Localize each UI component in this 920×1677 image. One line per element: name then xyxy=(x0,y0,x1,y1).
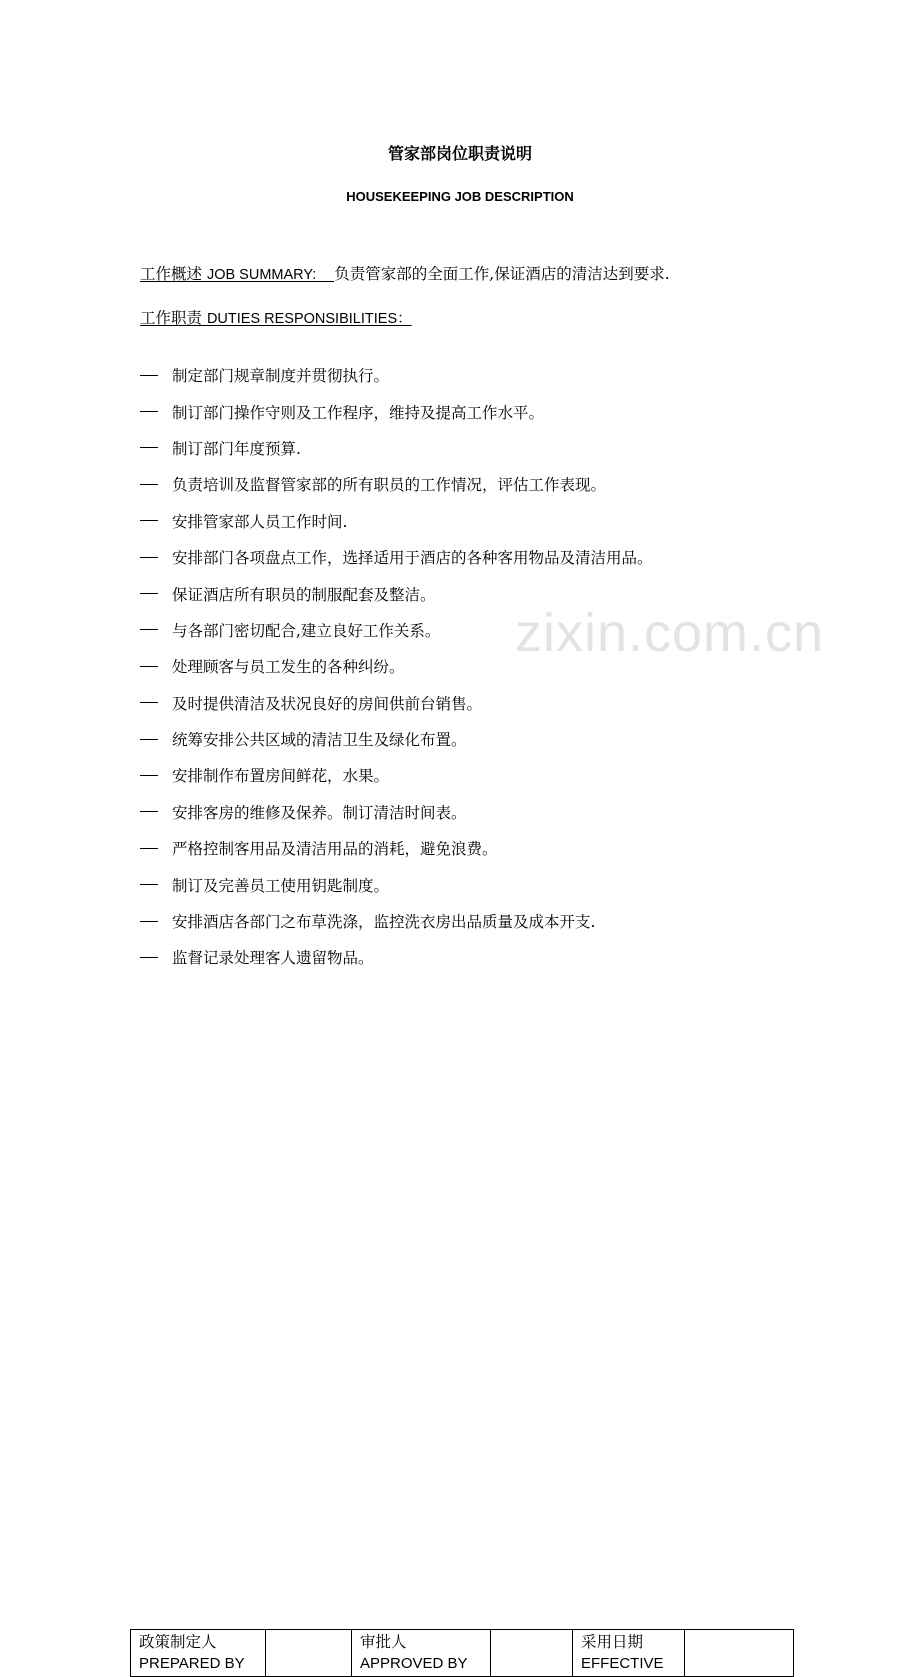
job-summary-text: 负责管家部的全面工作,保证酒店的清洁达到要求. xyxy=(334,265,670,283)
effective-value-cell xyxy=(685,1629,794,1676)
duty-item xyxy=(140,685,920,721)
prepared-by-label-cell xyxy=(131,1629,266,1676)
page-title-english: HOUSEKEEPING JOB DESCRIPTION xyxy=(346,189,574,204)
duty-item xyxy=(140,757,920,793)
approved-by-label-cell xyxy=(352,1629,491,1676)
effective-label-cn: 采用日期 xyxy=(581,1632,644,1651)
watermark: zixin.com.cn xyxy=(515,603,825,663)
duty-text: 监督记录处理客人遗留物品。 xyxy=(172,949,374,968)
duty-text: 制订及完善员工使用钥匙制度。 xyxy=(172,876,390,895)
duty-item xyxy=(140,648,920,684)
dash-bullet xyxy=(140,775,158,776)
effective-label-cell xyxy=(573,1629,685,1676)
effective-label-en: EFFECTIVE xyxy=(581,1654,664,1672)
job-summary-label-cn: 工作概述 xyxy=(140,265,203,283)
duty-text: 制定部门规章制度并贯彻执行。 xyxy=(172,367,390,386)
dash-bullet xyxy=(140,666,158,667)
duty-text: 统筹安排公共区域的清洁卫生及绿化布置。 xyxy=(172,731,467,750)
duty-text: 严格控制客用品及清洁用品的消耗，避免浪费。 xyxy=(172,840,498,859)
duty-text: 及时提供清洁及状况良好的房间供前台销售。 xyxy=(172,694,483,713)
duty-text: 负责培训及监督管家部的所有职员的工作情况，评估工作表现。 xyxy=(172,476,607,495)
duty-text: 制订部门操作守则及工作程序，维持及提高工作水平。 xyxy=(172,403,545,422)
dash-bullet xyxy=(140,848,158,849)
dash-bullet xyxy=(140,884,158,885)
duty-item xyxy=(140,794,920,830)
duties-label-en: DUTIES RESPONSIBILITIES： xyxy=(206,311,412,327)
duty-item xyxy=(140,539,920,575)
duty-text: 制订部门年度预算. xyxy=(172,439,301,458)
dash-bullet xyxy=(140,484,158,485)
duty-item xyxy=(140,430,920,466)
dash-bullet xyxy=(140,629,158,630)
dash-bullet xyxy=(140,520,158,521)
duties-label-cn: 工作职责 xyxy=(140,309,203,327)
dash-bullet xyxy=(140,811,158,812)
prepared-by-label-cn: 政策制定人 xyxy=(139,1632,217,1651)
duties-heading xyxy=(140,308,920,329)
job-summary-label-en: JOB SUMMARY: xyxy=(206,267,317,283)
duty-item xyxy=(140,503,920,539)
prepared-by-value-cell xyxy=(266,1629,352,1676)
duty-text: 处理顾客与员工发生的各种纠纷。 xyxy=(172,658,405,677)
duty-item xyxy=(140,721,920,757)
duty-text: 与各部门密切配合,建立良好工作关系。 xyxy=(172,621,441,640)
dash-bullet xyxy=(140,593,158,594)
duty-text: 安排酒店各部门之布草洗涤，监控洗衣房出品质量及成本开支. xyxy=(172,913,596,932)
page-title-chinese: 管家部岗位职责说明 xyxy=(387,144,532,163)
approved-by-value-cell xyxy=(491,1629,573,1676)
duty-item xyxy=(140,393,920,429)
prepared-by-label-en: PREPARED BY xyxy=(139,1654,245,1672)
dash-bullet xyxy=(140,702,158,703)
approved-by-label-en: APPROVED BY xyxy=(360,1654,468,1672)
duty-item xyxy=(140,575,920,611)
duty-text: 安排部门各项盘点工作，选择适用于酒店的各种客用物品及清洁用品。 xyxy=(172,549,653,568)
duty-item xyxy=(140,866,920,902)
dash-bullet xyxy=(140,921,158,922)
dash-bullet xyxy=(140,375,158,376)
signoff-table xyxy=(130,1629,794,1677)
duty-item xyxy=(140,939,920,975)
signoff-row xyxy=(131,1629,794,1676)
duty-text: 安排客房的维修及保养。制订清洁时间表。 xyxy=(172,803,467,822)
dash-bullet xyxy=(140,557,158,558)
duty-item xyxy=(140,830,920,866)
job-summary xyxy=(140,264,920,285)
duty-item xyxy=(140,357,920,393)
dash-bullet xyxy=(140,739,158,740)
approved-by-label-cn: 审批人 xyxy=(360,1632,407,1651)
duties-list xyxy=(140,357,920,976)
dash-bullet xyxy=(140,447,158,448)
duty-text: 保证酒店所有职员的制服配套及整洁。 xyxy=(172,585,436,604)
dash-bullet xyxy=(140,957,158,958)
duty-item xyxy=(140,466,920,502)
duty-text: 安排制作布置房间鲜花，水果。 xyxy=(172,767,390,786)
duty-item xyxy=(140,903,920,939)
dash-bullet xyxy=(140,411,158,412)
duty-text: 安排管家部人员工作时间. xyxy=(172,512,348,531)
underline-gap xyxy=(316,267,334,282)
duty-item xyxy=(140,612,920,648)
